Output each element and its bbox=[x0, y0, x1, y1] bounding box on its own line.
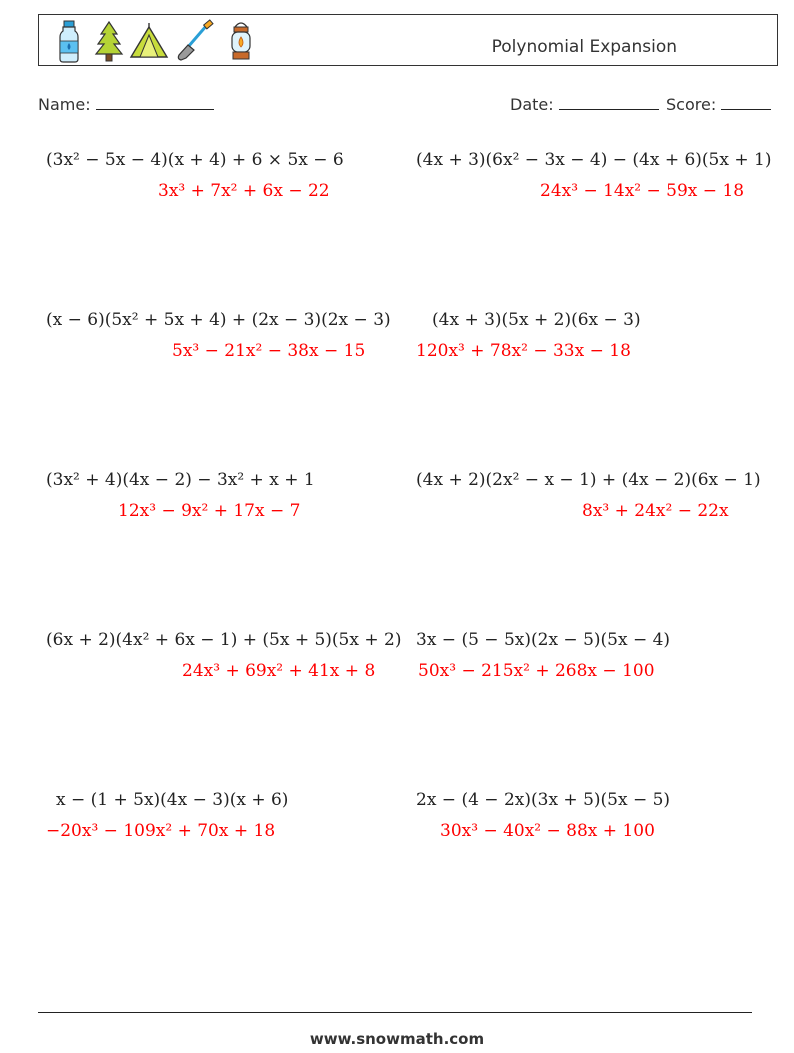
problem-10-question: 2x − (4 − 2x)(3x + 5)(5x − 5) bbox=[416, 790, 671, 810]
problem-6-question: (4x + 2)(2x² − x − 1) + (4x − 2)(6x − 1) bbox=[416, 470, 761, 490]
problem-7-question: (6x + 2)(4x² + 6x − 1) + (5x + 5)(5x + 2) bbox=[46, 630, 402, 650]
problem-2-question: (4x + 3)(6x² − 3x − 4) − (4x + 6)(5x + 1) bbox=[416, 150, 772, 170]
problem-4-question: (4x + 3)(5x + 2)(6x − 3) bbox=[432, 310, 641, 330]
problem-10-answer: 30x³ − 40x² − 88x + 100 bbox=[440, 821, 655, 841]
worksheet-title: Polynomial Expansion bbox=[491, 37, 677, 57]
score-field[interactable] bbox=[666, 93, 771, 114]
problem-3-answer: 5x³ − 21x² − 38x − 15 bbox=[172, 341, 366, 361]
footer-url[interactable]: www.snowmath.com bbox=[309, 1030, 485, 1048]
name-field[interactable] bbox=[38, 93, 214, 114]
problem-7-answer: 24x³ + 69x² + 41x + 8 bbox=[182, 661, 376, 681]
worksheet-header bbox=[38, 14, 778, 66]
lantern-icon bbox=[221, 19, 261, 63]
date-field[interactable] bbox=[510, 93, 659, 114]
problem-8-question: 3x − (5 − 5x)(2x − 5)(5x − 4) bbox=[416, 630, 671, 650]
problem-4-answer: 120x³ + 78x² − 33x − 18 bbox=[416, 341, 631, 361]
problem-5-answer: 12x³ − 9x² + 17x − 7 bbox=[118, 501, 301, 521]
shovel-icon bbox=[174, 19, 214, 63]
problem-1-answer: 3x³ + 7x² + 6x − 22 bbox=[158, 181, 330, 201]
problem-1-question: (3x² − 5x − 4)(x + 4) + 6 × 5x − 6 bbox=[46, 150, 344, 170]
problem-9-question: x − (1 + 5x)(4x − 3)(x + 6) bbox=[56, 790, 289, 810]
water-bottle-icon bbox=[49, 19, 89, 63]
name-blank[interactable] bbox=[96, 93, 214, 110]
score-label: Score: bbox=[666, 95, 717, 114]
problem-9-answer: −20x³ − 109x² + 70x + 18 bbox=[46, 821, 276, 841]
problem-8-answer: 50x³ − 215x² + 268x − 100 bbox=[418, 661, 655, 681]
problem-2-answer: 24x³ − 14x² − 59x − 18 bbox=[540, 181, 745, 201]
footer-divider bbox=[38, 1012, 752, 1013]
problem-6-answer: 8x³ + 24x² − 22x bbox=[582, 501, 729, 521]
name-label: Name: bbox=[38, 95, 91, 114]
problem-5-question: (3x² + 4)(4x − 2) − 3x² + x + 1 bbox=[46, 470, 315, 490]
date-blank[interactable] bbox=[559, 93, 659, 110]
pine-tree-icon bbox=[89, 19, 129, 63]
date-label: Date: bbox=[510, 95, 554, 114]
score-blank[interactable] bbox=[721, 93, 771, 110]
problem-3-question: (x − 6)(5x² + 5x + 4) + (2x − 3)(2x − 3) bbox=[46, 310, 391, 330]
tent-icon bbox=[129, 19, 169, 63]
